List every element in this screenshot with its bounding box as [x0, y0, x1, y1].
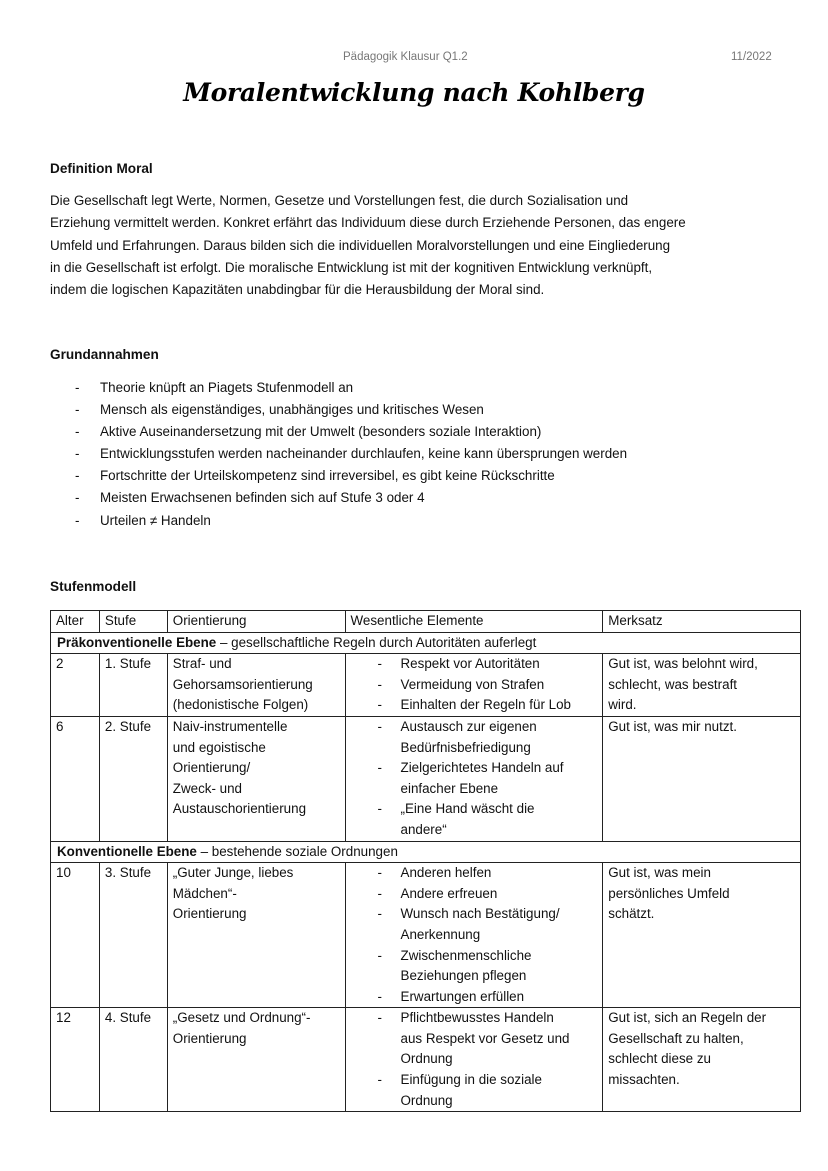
- elemente-list: [351, 654, 598, 716]
- cell-line: Orientierung/: [172, 760, 251, 776]
- cell-line: - Austausch zur eigenen: [400, 718, 537, 734]
- cell-line: schlecht, was bestraft: [608, 676, 738, 692]
- cell-line: Orientierung: [172, 1030, 247, 1046]
- cell-line: Austauschorientierung: [172, 801, 307, 817]
- cell-line: - Einfügung in die soziale: [400, 1072, 542, 1088]
- cell-line: - Vermeidung von Strafen: [400, 676, 545, 692]
- definition-line: in die Gesellschaft ist erfolgt. Die moralische Entwicklung ist mit der kognitiven Entwicklung verknüpft,: [50, 259, 653, 275]
- list-item: [351, 1008, 598, 1070]
- cell-line: „Gesetz und Ordnung“-: [172, 1010, 311, 1026]
- list-item: [351, 904, 598, 945]
- cell-line: Gut ist, was mir nutzt.: [608, 718, 737, 734]
- list-item: [351, 987, 598, 1008]
- cell-line: Zweck- und: [172, 780, 242, 796]
- orientierung-cell: [167, 863, 345, 1008]
- table-header-row: [51, 611, 801, 633]
- stufenmodell-table: [50, 610, 801, 1112]
- definition-line: indem die logischen Kapazitäten unabdingbar für die Herausbildung der Moral sind.: [50, 282, 545, 298]
- cell-line: Orientierung: [172, 906, 247, 922]
- column-header: Orientierung: [167, 611, 345, 633]
- cell-line: Gehorsamsorientierung: [172, 676, 313, 692]
- header-date: 11/2022: [731, 51, 772, 63]
- cell-line: schlecht diese zu: [608, 1051, 711, 1067]
- cell-line: „Guter Junge, liebes: [172, 865, 294, 881]
- list-item: [351, 884, 598, 905]
- cell-line: Anerkennung: [400, 926, 481, 942]
- definition-heading: Definition Moral: [50, 161, 153, 176]
- table-row: [51, 863, 801, 1008]
- grundannahmen-list: [50, 377, 627, 532]
- cell-line: (hedonistische Folgen): [172, 697, 309, 713]
- list-item: - Aktive Auseinandersetzung mit der Umwelt (besonders soziale Interaktion): [50, 421, 627, 443]
- list-item: [351, 654, 598, 675]
- cell-line: persönliches Umfeld: [608, 885, 730, 901]
- orientierung-cell: [167, 654, 345, 717]
- cell-line: wird.: [608, 697, 637, 713]
- cell-line: missachten.: [608, 1072, 680, 1088]
- level-description: – bestehende soziale Ordnungen: [196, 843, 398, 859]
- merksatz-cell: [603, 1008, 801, 1112]
- cell-line: andere“: [400, 821, 447, 837]
- grundannahmen-heading: Grundannahmen: [50, 347, 159, 362]
- list-item: - Theorie knüpft an Piagets Stufenmodell an: [50, 377, 627, 399]
- list-item: [351, 717, 598, 758]
- cell-line: Bedürfnisbefriedigung: [400, 739, 531, 755]
- orientierung-cell: [167, 1008, 345, 1112]
- cell-line: Naiv-instrumentelle: [172, 718, 288, 734]
- table-row: [51, 654, 801, 717]
- list-item: [351, 675, 598, 696]
- cell-line: schätzt.: [608, 906, 655, 922]
- level-row: [51, 632, 801, 654]
- cell-line: Gut ist, was belohnt wird,: [608, 656, 758, 672]
- header-subject: Pädagogik Klausur Q1.2: [343, 51, 468, 63]
- cell-line: - „Eine Hand wäscht die: [400, 801, 535, 817]
- cell-line: - Einhalten der Regeln für Lob: [400, 697, 571, 713]
- cell-line: - Anderen helfen: [400, 865, 492, 881]
- alter-cell: 2: [51, 654, 100, 717]
- list-item: - Entwicklungsstufen werden nacheinander durchlaufen, keine kann übersprungen werden: [50, 443, 627, 465]
- cell-line: Gut ist, was mein: [608, 865, 711, 881]
- cell-line: Ordnung: [400, 1051, 453, 1067]
- alter-cell: 6: [51, 716, 100, 841]
- column-header: Stufe: [99, 611, 167, 633]
- cell-line: - Andere erfreuen: [400, 885, 498, 901]
- list-item: - Urteilen ≠ Handeln: [50, 510, 627, 532]
- definition-line: Umfeld und Erfahrungen. Daraus bilden sich die individuellen Moralvorstellungen und eine Eingliederung: [50, 237, 671, 253]
- column-header: Merksatz: [603, 611, 801, 633]
- cell-line: Beziehungen pflegen: [400, 968, 527, 984]
- orientierung-cell: [167, 716, 345, 841]
- stufe-cell: 1. Stufe: [99, 654, 167, 717]
- elemente-list: [351, 1008, 598, 1111]
- cell-line: Mädchen“-: [172, 885, 237, 901]
- column-header: Wesentliche Elemente: [345, 611, 603, 633]
- elemente-cell: [345, 863, 603, 1008]
- cell-line: Straf- und: [172, 656, 232, 672]
- list-item: [351, 1070, 598, 1111]
- table-row: [51, 1008, 801, 1112]
- elemente-list: [351, 863, 598, 1007]
- cell-line: einfacher Ebene: [400, 780, 499, 796]
- alter-cell: 10: [51, 863, 100, 1008]
- stufe-cell: 2. Stufe: [99, 716, 167, 841]
- cell-line: - Pflichtbewusstes Handeln: [400, 1010, 554, 1026]
- cell-line: Gesellschaft zu halten,: [608, 1030, 744, 1046]
- cell-line: - Respekt vor Autoritäten: [400, 656, 540, 672]
- elemente-cell: [345, 1008, 603, 1112]
- list-item: [351, 695, 598, 716]
- stufe-cell: 3. Stufe: [99, 863, 167, 1008]
- list-item: - Fortschritte der Urteilskompetenz sind irreversibel, es gibt keine Rückschritte: [50, 465, 627, 487]
- level-name: Präkonventionelle Ebene: [57, 634, 217, 650]
- elemente-list: [351, 717, 598, 841]
- stufe-cell: 4. Stufe: [99, 1008, 167, 1112]
- definition-paragraph: [50, 190, 790, 301]
- stufenmodell-heading: Stufenmodell: [50, 579, 137, 594]
- cell-line: aus Respekt vor Gesetz und: [400, 1030, 570, 1046]
- merksatz-cell: [603, 716, 801, 841]
- level-description: – gesellschaftliche Regeln durch Autoritäten auferlegt: [216, 634, 537, 650]
- definition-line: Die Gesellschaft legt Werte, Normen, Gesetze und Vorstellungen fest, die durch Sozialisation und: [50, 193, 629, 208]
- list-item: [351, 758, 598, 799]
- cell-line: Ordnung: [400, 1092, 453, 1108]
- cell-line: - Zielgerichtetes Handeln auf: [400, 760, 564, 776]
- alter-cell: 12: [51, 1008, 100, 1112]
- cell-line: - Wunsch nach Bestätigung/: [400, 906, 560, 922]
- cell-line: und egoistische: [172, 739, 266, 755]
- merksatz-cell: [603, 863, 801, 1008]
- cell-line: Gut ist, sich an Regeln der: [608, 1010, 767, 1026]
- level-row: [51, 841, 801, 863]
- cell-line: - Zwischenmenschliche: [400, 947, 532, 963]
- definition-line: Erziehung vermittelt werden. Konkret erfährt das Individuum diese durch Erziehende Personen, das engere: [50, 215, 686, 231]
- column-header: Alter: [51, 611, 100, 633]
- cell-line: - Erwartungen erfüllen: [400, 988, 525, 1004]
- list-item: - Mensch als eigenständiges, unabhängiges und kritisches Wesen: [50, 399, 627, 421]
- list-item: [351, 863, 598, 884]
- table-row: [51, 716, 801, 841]
- list-item: [351, 946, 598, 987]
- elemente-cell: [345, 716, 603, 841]
- list-item: [351, 799, 598, 840]
- level-name: Konventionelle Ebene: [57, 843, 197, 859]
- elemente-cell: [345, 654, 603, 717]
- page-title: Moralentwicklung nach Kohlberg: [183, 78, 645, 107]
- merksatz-cell: [603, 654, 801, 717]
- list-item: - Meisten Erwachsenen befinden sich auf Stufe 3 oder 4: [50, 487, 627, 509]
